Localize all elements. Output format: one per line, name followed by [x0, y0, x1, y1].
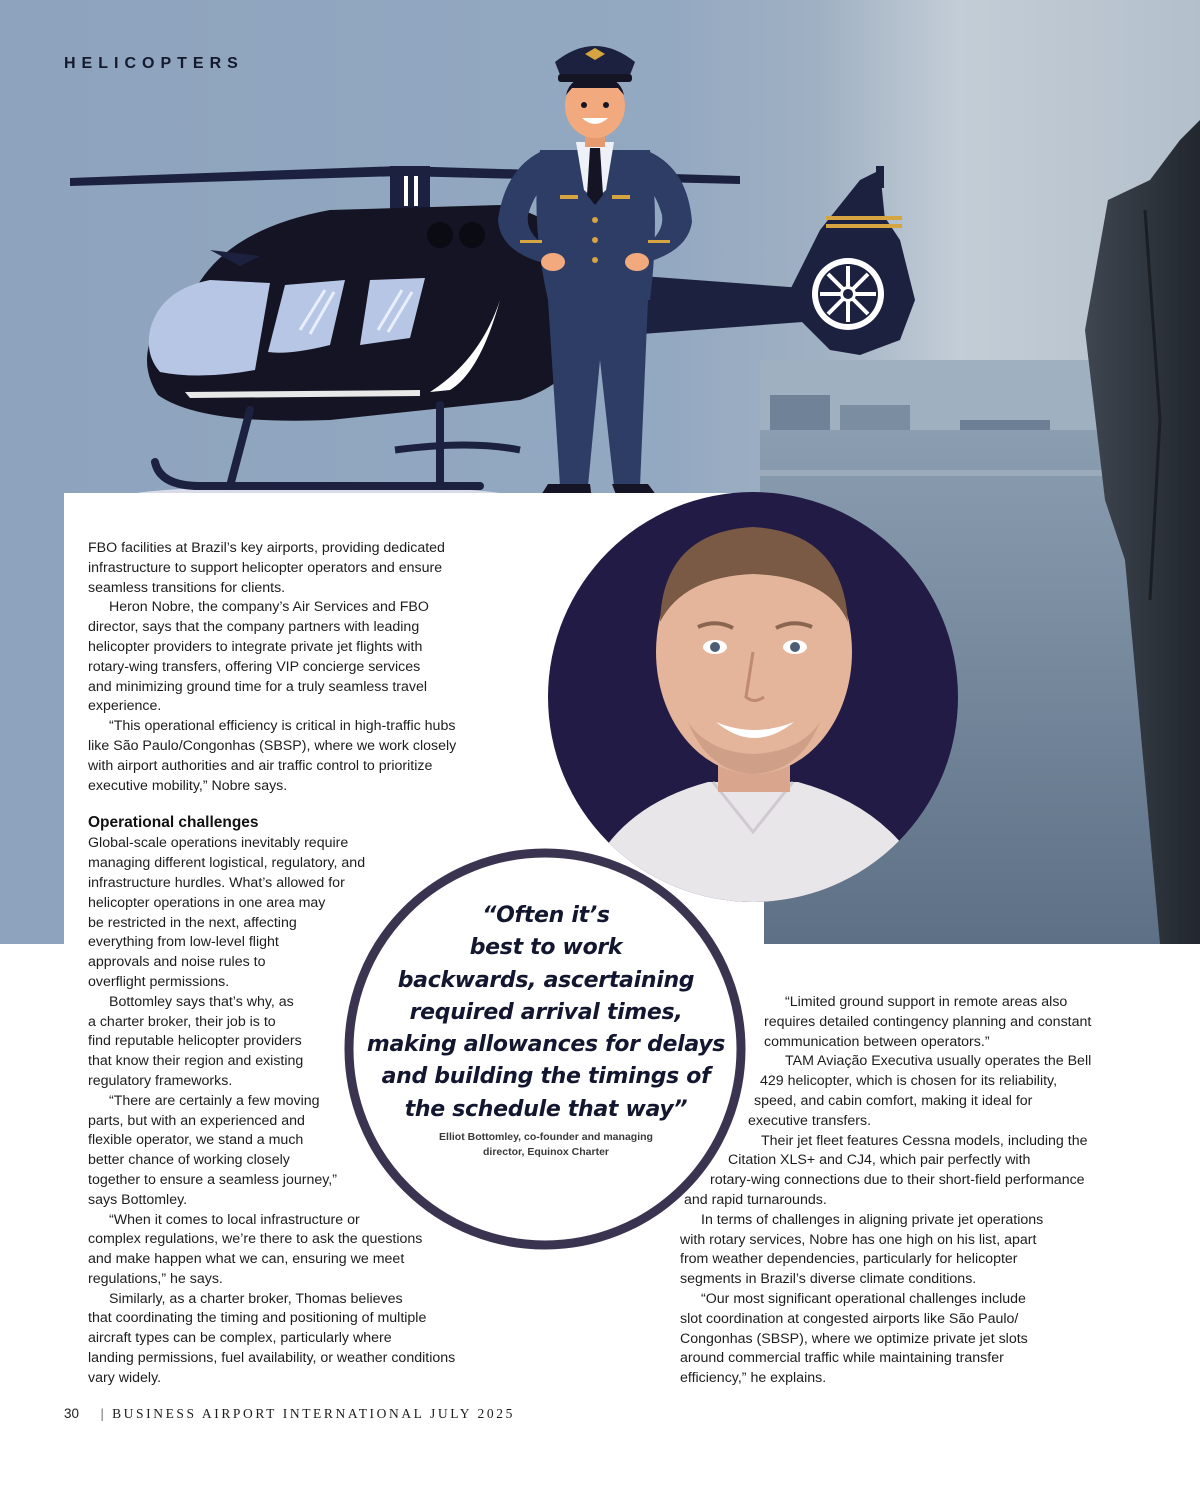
paragraph	[88, 717, 508, 796]
text-line: with rotary services, Nobre has one high on his list, apart	[680, 1231, 1037, 1248]
text-line: together to ensure a seamless journey,”	[88, 1171, 337, 1188]
text-line: with airport authorities and air traffic control to prioritize	[88, 757, 433, 774]
pullquote-line: best to work	[469, 935, 623, 961]
text-line: experience.	[88, 698, 162, 715]
pullquote-line: the schedule that way”	[404, 1096, 688, 1122]
pullquote-line: backwards, ascertaining	[397, 967, 695, 993]
paragraph	[88, 539, 508, 598]
pullquote-attribution	[416, 1130, 676, 1160]
text-line: infrastructure hurdles. What’s allowed for	[88, 874, 345, 891]
text-line: vary widely.	[88, 1369, 162, 1386]
text-line: complex regulations, we’re there to ask the questions	[88, 1231, 423, 1248]
text-line: Congonhas (SBSP), where we optimize private jet slots	[680, 1330, 1028, 1347]
text-line: efficiency,” he explains.	[680, 1370, 827, 1387]
text-line: be restricted in the next, affecting	[88, 914, 297, 931]
text-line: around commercial traffic while maintaining transfer	[680, 1350, 1004, 1367]
text-line: director, says that the company partners with leading	[88, 619, 420, 636]
publication-name: | BUSINESS AIRPORT INTERNATIONAL JULY 2025	[100, 1406, 515, 1421]
text-line: Global-scale operations inevitably require	[88, 835, 349, 852]
paragraph	[88, 598, 508, 717]
portrait-photo	[538, 482, 968, 912]
text-line: In terms of challenges in aligning private jet operations	[701, 1211, 1044, 1228]
text-line: segments in Brazil’s diverse climate conditions.	[680, 1271, 977, 1288]
text-line: parts, but with an experienced and	[88, 1112, 305, 1129]
text-line: seamless transitions for clients.	[88, 579, 286, 596]
text-line: a charter broker, their job is to	[88, 1013, 276, 1030]
text-line: regulatory frameworks.	[88, 1072, 233, 1089]
text-line: FBO facilities at Brazil’s key airports, providing dedicated	[88, 540, 445, 556]
section-label: HELICOPTERS	[64, 55, 244, 72]
text-line: better chance of working closely	[88, 1152, 290, 1169]
text-line: and rapid turnarounds.	[684, 1191, 827, 1208]
text-line: flexible operator, we stand a much	[88, 1132, 304, 1149]
text-line: “There are certainly a few moving	[109, 1092, 320, 1109]
text-line: and make happen what we can, ensuring we meet	[88, 1251, 405, 1268]
subheading: Operational challenges	[88, 814, 259, 832]
text-line: Bottomley says that’s why, as	[109, 993, 294, 1010]
attribution-line: director, Equinox Charter	[482, 1146, 610, 1158]
pullquote-line: “Often it’s	[482, 903, 610, 928]
attribution-line: Elliot Bottomley, co-founder and managing	[439, 1131, 653, 1143]
paragraph	[88, 1290, 508, 1389]
text-line: “This operational efficiency is critical in high-traffic hubs	[109, 718, 456, 735]
text-line: helicopter providers to integrate private jet flights with	[88, 638, 423, 655]
text-line: overflight permissions.	[88, 973, 230, 990]
text-line: speed, and cabin comfort, making it ideal for	[754, 1092, 1033, 1109]
text-line: aircraft types can be complex, particularly where	[88, 1330, 392, 1347]
text-line: Heron Nobre, the company’s Air Services and FBO	[109, 599, 429, 616]
text-line: requires detailed contingency planning and constant	[764, 1013, 1092, 1030]
text-line: 429 helicopter, which is chosen for its reliability,	[760, 1073, 1058, 1090]
text-line: “Limited ground support in remote areas also	[785, 994, 1068, 1010]
pullquote-line: making allowances for delays	[366, 1032, 726, 1058]
text-line: executive mobility,” Nobre says.	[88, 777, 288, 794]
text-line: regulations,” he says.	[88, 1270, 223, 1287]
text-line: from weather dependencies, particularly for helicopter	[680, 1251, 1018, 1268]
text-line: Similarly, as a charter broker, Thomas believes	[109, 1290, 403, 1307]
text-line: “When it comes to local infrastructure or	[109, 1211, 360, 1228]
text-line: executive transfers.	[748, 1112, 872, 1129]
text-line: communication between operators.”	[764, 1033, 990, 1050]
text-line: approvals and noise rules to	[88, 954, 266, 971]
text-line: rotary-wing connections due to their short-field performance	[710, 1172, 1085, 1189]
paragraph	[680, 1290, 1120, 1389]
text-line: slot coordination at congested airports like São Paulo/	[680, 1310, 1019, 1327]
text-line: managing different logistical, regulatory, and	[88, 855, 366, 872]
text-line: and minimizing ground time for a truly seamless travel	[88, 678, 428, 695]
pullquote-line: and building the timings of	[381, 1064, 711, 1090]
pullquote-line: required arrival times,	[409, 999, 683, 1025]
text-line: that coordinating the timing and positioning of multiple	[88, 1310, 427, 1327]
text-line: helicopter operations in one area may	[88, 894, 326, 911]
text-line: find reputable helicopter providers	[88, 1033, 302, 1050]
text-line: Citation XLS+ and CJ4, which pair perfectly with	[728, 1152, 1031, 1169]
text-line: landing permissions, fuel availability, or weather conditions	[88, 1350, 456, 1367]
text-line: infrastructure to support helicopter operators and ensure	[88, 559, 443, 576]
text-line: “Our most significant operational challenges include	[701, 1290, 1026, 1307]
text-line: that know their region and existing	[88, 1053, 304, 1070]
text-line: everything from low-level flight	[88, 934, 279, 951]
text-line: like São Paulo/Congonhas (SBSP), where we work closely	[88, 737, 457, 754]
pullquote	[366, 900, 726, 1126]
text-line: Their jet fleet features Cessna models, including the	[761, 1132, 1088, 1149]
text-line: TAM Aviação Executiva usually operates the Bell	[785, 1053, 1092, 1070]
page-footer	[64, 1406, 515, 1422]
text-line: says Bottomley.	[88, 1191, 188, 1208]
text-line: rotary-wing transfers, offering VIP concierge services	[88, 658, 421, 675]
page-number: 30	[64, 1406, 80, 1421]
